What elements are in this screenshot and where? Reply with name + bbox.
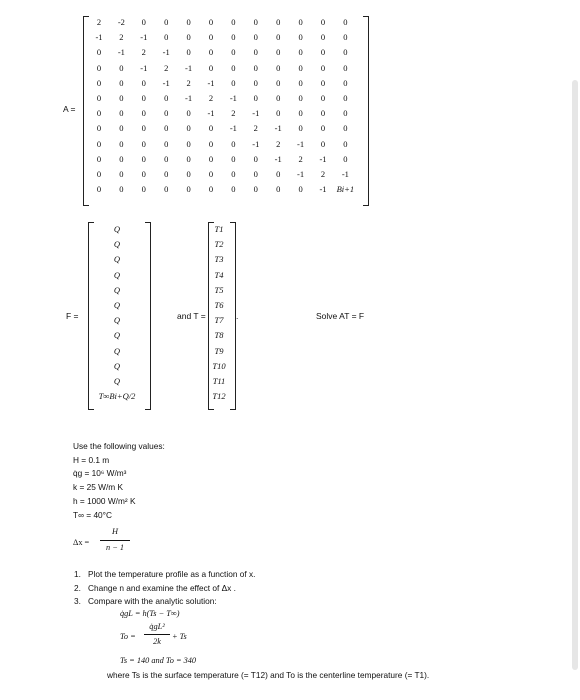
- matrix-a-cell: 0: [276, 184, 281, 195]
- matrix-a-cell: 0: [276, 32, 281, 43]
- matrix-a-cell: 0: [253, 153, 258, 164]
- vector-f-entry: Q: [113, 315, 121, 326]
- matrix-a-cell: -1: [140, 32, 148, 43]
- vector-t-entry: T2: [214, 239, 224, 250]
- matrix-a-cell: 0: [320, 62, 326, 73]
- matrix-a-cell: 0: [164, 108, 169, 119]
- matrix-a-cell: 0: [231, 77, 236, 88]
- matrix-a-cell: -1: [162, 77, 170, 88]
- matrix-a-cell: 0: [141, 77, 146, 88]
- analytic-eq-values: Ts = 140 and To = 340: [120, 656, 197, 665]
- matrix-a-cell: 0: [164, 138, 169, 149]
- matrix-a-cell: 0: [298, 77, 303, 88]
- values-heading: Use the following values:: [73, 441, 165, 451]
- matrix-a-cell: 0: [343, 123, 348, 134]
- matrix-a-cell: 0: [253, 184, 258, 195]
- vector-f-entry: Q: [113, 330, 121, 341]
- matrix-a-cell: 0: [253, 62, 258, 73]
- matrix-a-cell: 0: [164, 184, 169, 195]
- matrix-a-cell: -1: [140, 62, 148, 73]
- matrix-a-cell: 0: [253, 47, 258, 58]
- matrix-a-cell: 0: [141, 138, 146, 149]
- matrix-a-cell: 0: [96, 153, 102, 164]
- matrix-a-cell: -1: [319, 153, 327, 164]
- vector-t-entry: T11: [212, 376, 226, 386]
- matrix-a-cell: 0: [119, 169, 124, 179]
- matrix-a-cell: 0: [164, 169, 169, 179]
- value-generation: q̇g = 10⁶ W/m³: [73, 468, 127, 478]
- matrix-a-cell: 0: [298, 93, 303, 103]
- matrix-a-cell: 0: [164, 17, 169, 27]
- task-number: 3.: [74, 596, 81, 606]
- analytic-eq-energy-balance: q̇gL = h(Ts − T∞): [120, 609, 180, 618]
- matrix-a-cell: 0: [96, 77, 102, 88]
- matrix-a-right-bracket: [363, 16, 369, 206]
- matrix-a-cell: 0: [208, 169, 214, 179]
- task-number: 1.: [74, 569, 81, 579]
- matrix-a-cell: -1: [185, 93, 193, 103]
- matrix-a-cell: 0: [276, 77, 281, 88]
- matrix-a-cell: 0: [96, 184, 102, 195]
- matrix-a-cell: -1: [229, 93, 237, 103]
- matrix-a-cell: -1: [319, 184, 327, 195]
- matrix-a-cell: 0: [231, 47, 236, 58]
- matrix-a-cell: 2: [96, 17, 102, 27]
- matrix-a-cell: 0: [231, 153, 236, 164]
- vector-t-entry: T10: [212, 360, 226, 371]
- matrix-a-cell: 0: [208, 123, 214, 134]
- matrix-a-cell: 0: [186, 108, 191, 119]
- matrix-a-cell: 0: [231, 32, 236, 43]
- vertical-scrollbar[interactable]: [572, 80, 578, 670]
- matrix-a-cell: 0: [298, 17, 303, 27]
- matrix-a-cell: 0: [231, 169, 236, 179]
- matrix-a-cell: 0: [164, 153, 169, 164]
- matrix-a-cell: -1: [229, 123, 237, 134]
- matrix-a-cell: 2: [320, 169, 326, 179]
- matrix-a-cell: 0: [276, 169, 281, 179]
- matrix-a-cell: 2: [276, 138, 281, 149]
- vector-f-left-bracket: [88, 222, 94, 410]
- matrix-a-cell: 0: [231, 138, 236, 149]
- vector-f-entry: Q: [113, 360, 121, 371]
- vector-f-entry: Q: [113, 345, 121, 356]
- matrix-a-cell: 0: [96, 62, 102, 73]
- matrix-a-cell: -1: [185, 62, 193, 73]
- matrix-a-cell: 0: [208, 32, 214, 43]
- matrix-a-cell: 0: [343, 138, 348, 149]
- matrix-a-cell: 0: [298, 184, 303, 195]
- matrix-a-cell: Bi+1: [336, 184, 355, 195]
- matrix-a-cell: 0: [298, 32, 303, 43]
- matrix-a-cell: 0: [343, 17, 348, 27]
- and-t-label: and T =: [177, 311, 206, 321]
- matrix-a-cell: -1: [95, 32, 103, 43]
- matrix-a-cell: 0: [186, 138, 191, 149]
- vector-f-right-bracket: [145, 222, 151, 410]
- matrix-a-cell: 0: [96, 47, 102, 58]
- matrix-a-cell: 0: [96, 138, 102, 149]
- analytic-where-note: where Ts is the surface temperature (= T12) and To is the centerline temperature (= T1).: [107, 670, 430, 680]
- matrix-a-cell: 0: [276, 93, 281, 103]
- matrix-a-cell: 0: [276, 17, 281, 27]
- matrix-a-cell: 0: [186, 32, 191, 43]
- matrix-a-cell: 2: [164, 62, 169, 73]
- matrix-a-cell: 0: [141, 93, 146, 103]
- matrix-a-cell: 0: [119, 123, 124, 134]
- matrix-a-cell: 0: [253, 32, 258, 43]
- analytic-eq-denominator: 2k: [153, 637, 161, 646]
- matrix-a-cell: 0: [164, 123, 169, 134]
- matrix-a-cell: 0: [141, 169, 146, 179]
- matrix-a-cell: 0: [119, 77, 124, 88]
- matrix-a-cell: 0: [253, 169, 258, 179]
- matrix-a-cell: 2: [186, 77, 191, 88]
- task-text: Change n and examine the effect of Δx .: [88, 582, 236, 593]
- matrix-a-cell: 0: [141, 108, 146, 119]
- matrix-a-cell: 2: [231, 108, 236, 119]
- vector-f-entry: Q: [113, 376, 121, 386]
- value-h-thickness: H = 0.1 m: [73, 455, 110, 465]
- value-conductivity: k = 25 W/m K: [73, 482, 124, 492]
- matrix-a-cell: 0: [119, 184, 124, 195]
- dx-numerator: H: [112, 527, 118, 536]
- matrix-a-cell: 0: [231, 17, 236, 27]
- matrix-a-cell: 0: [253, 77, 258, 88]
- dx-denominator: n − 1: [105, 543, 125, 552]
- matrix-a-cell: -1: [341, 169, 349, 179]
- matrix-a-cell: 0: [343, 62, 348, 73]
- matrix-a-cell: 2: [119, 32, 124, 43]
- matrix-a-cell: -2: [117, 17, 125, 27]
- task-text: Plot the temperature profile as a function of x.: [88, 569, 256, 579]
- matrix-a-cell: 0: [208, 138, 214, 149]
- analytic-eq-centerline-rhs: + Ts: [172, 632, 187, 641]
- vector-t-entry: T1: [214, 224, 224, 234]
- matrix-a-cell: 2: [208, 93, 214, 103]
- matrix-a-cell: 0: [276, 47, 281, 58]
- matrix-a-cell: 0: [276, 108, 281, 119]
- dx-lhs: Δx =: [73, 538, 90, 547]
- matrix-a-cell: 0: [253, 93, 258, 103]
- matrix-a-cell: 0: [320, 93, 326, 103]
- vector-t-entry: T12: [212, 391, 226, 402]
- matrix-a-cell: 0: [141, 123, 146, 134]
- matrix-a-cell: -1: [207, 108, 215, 119]
- vector-f-entry: Q: [113, 300, 121, 310]
- matrix-a-cell: 0: [298, 47, 303, 58]
- vector-t-entry: T5: [214, 284, 224, 295]
- matrix-a-cell: 0: [96, 93, 102, 103]
- matrix-a-cell: 0: [119, 138, 124, 149]
- matrix-a-cell: 0: [231, 62, 236, 73]
- matrix-a-cell: 0: [298, 108, 303, 119]
- matrix-a-cell: 0: [186, 169, 191, 179]
- matrix-a-cell: 2: [141, 47, 146, 58]
- matrix-a-cell: 0: [96, 169, 102, 179]
- matrix-a-cell: -1: [274, 153, 282, 164]
- vector-f-entry: Q: [113, 269, 121, 280]
- matrix-a-cell: 2: [253, 123, 258, 134]
- matrix-a-cell: 0: [298, 62, 303, 73]
- matrix-a-cell: 0: [141, 184, 146, 195]
- matrix-a-cell: 0: [164, 32, 169, 43]
- vector-f-entry: T∞Bi+Q/2: [98, 391, 136, 402]
- analytic-eq-fraction-bar: [144, 634, 170, 635]
- vector-f-entry: Q: [113, 284, 121, 295]
- vector-t-entry: T9: [214, 345, 224, 356]
- matrix-a-cell: 0: [320, 32, 326, 43]
- matrix-a-cell: -1: [252, 108, 260, 119]
- matrix-a-cell: 0: [96, 108, 102, 119]
- matrix-a-cell: -1: [274, 123, 282, 134]
- matrix-a-cell: -1: [117, 47, 125, 58]
- matrix-a-cell: 0: [343, 93, 348, 103]
- analytic-eq-numerator: q̇gL²: [149, 622, 165, 631]
- matrix-a-cell: -1: [297, 138, 305, 149]
- matrix-a-cell: -1: [297, 169, 305, 179]
- vector-f-entry: Q: [113, 224, 121, 234]
- matrix-a-cell: -1: [252, 138, 260, 149]
- matrix-a-cell: 0: [141, 153, 146, 164]
- matrix-a-cell: 2: [298, 153, 303, 164]
- vector-t-entry: T4: [214, 269, 224, 280]
- matrix-a-cell: 0: [208, 62, 214, 73]
- matrix-a-cell: 0: [119, 153, 124, 164]
- matrix-a-cell: 0: [343, 32, 348, 43]
- matrix-a-cell: 0: [208, 184, 214, 195]
- matrix-a-cell: 0: [276, 62, 281, 73]
- matrix-a-cell: 0: [96, 123, 102, 134]
- matrix-a-cell: 0: [186, 153, 191, 164]
- matrix-a-cell: 0: [343, 108, 348, 119]
- matrix-a-cell: 0: [343, 153, 348, 164]
- matrix-a-cell: 0: [320, 77, 326, 88]
- matrix-a-cell: -1: [162, 47, 170, 58]
- matrix-a-cell: 0: [119, 62, 124, 73]
- vector-t-entry: T3: [214, 254, 224, 265]
- vector-t-entry: T6: [214, 300, 224, 310]
- matrix-a-cell: 0: [320, 138, 326, 149]
- matrix-a-cell: 0: [208, 153, 214, 164]
- matrix-a-cell: 0: [320, 17, 326, 27]
- matrix-a-label: A =: [63, 104, 76, 114]
- matrix-a-cell: 0: [186, 184, 191, 195]
- task-number: 2.: [74, 582, 81, 593]
- matrix-a-cell: 0: [320, 108, 326, 119]
- matrix-a-cell: 0: [119, 108, 124, 119]
- matrix-a-cell: 0: [231, 184, 236, 195]
- task-text: Compare with the analytic solution:: [88, 596, 217, 606]
- vector-t-trailing: .: [236, 311, 239, 321]
- vector-f-label: F =: [66, 311, 79, 321]
- matrix-a-cell: 0: [141, 17, 146, 27]
- matrix-a-cell: 0: [320, 47, 326, 58]
- matrix-a-cell: 0: [208, 47, 214, 58]
- matrix-a-cell: 0: [186, 47, 191, 58]
- vector-t-entry: T7: [214, 315, 224, 326]
- matrix-a-cell: 0: [343, 47, 348, 58]
- matrix-a-cell: -1: [207, 77, 215, 88]
- analytic-eq-centerline-lhs: To =: [120, 632, 136, 641]
- matrix-a-cell: 0: [343, 77, 348, 88]
- matrix-a-cell: 0: [298, 123, 303, 134]
- value-convection: h = 1000 W/m² K: [73, 496, 136, 506]
- vector-f-entry: Q: [113, 254, 121, 265]
- matrix-a-cell: 0: [164, 93, 169, 103]
- vector-t-entry: T8: [214, 330, 224, 341]
- solve-instruction: Solve AT = F: [316, 311, 365, 321]
- dx-fraction-bar: [100, 540, 130, 541]
- vector-f-entry: Q: [113, 239, 121, 250]
- matrix-a-cell: 0: [119, 93, 124, 103]
- matrix-a-cell: 0: [208, 17, 214, 27]
- matrix-a-cell: 0: [253, 17, 258, 27]
- matrix-a-cell: 0: [186, 17, 191, 27]
- matrix-a-cell: 0: [320, 123, 326, 134]
- value-ambient-temp: T∞ = 40°C: [73, 510, 112, 520]
- matrix-a-cell: 0: [186, 123, 191, 134]
